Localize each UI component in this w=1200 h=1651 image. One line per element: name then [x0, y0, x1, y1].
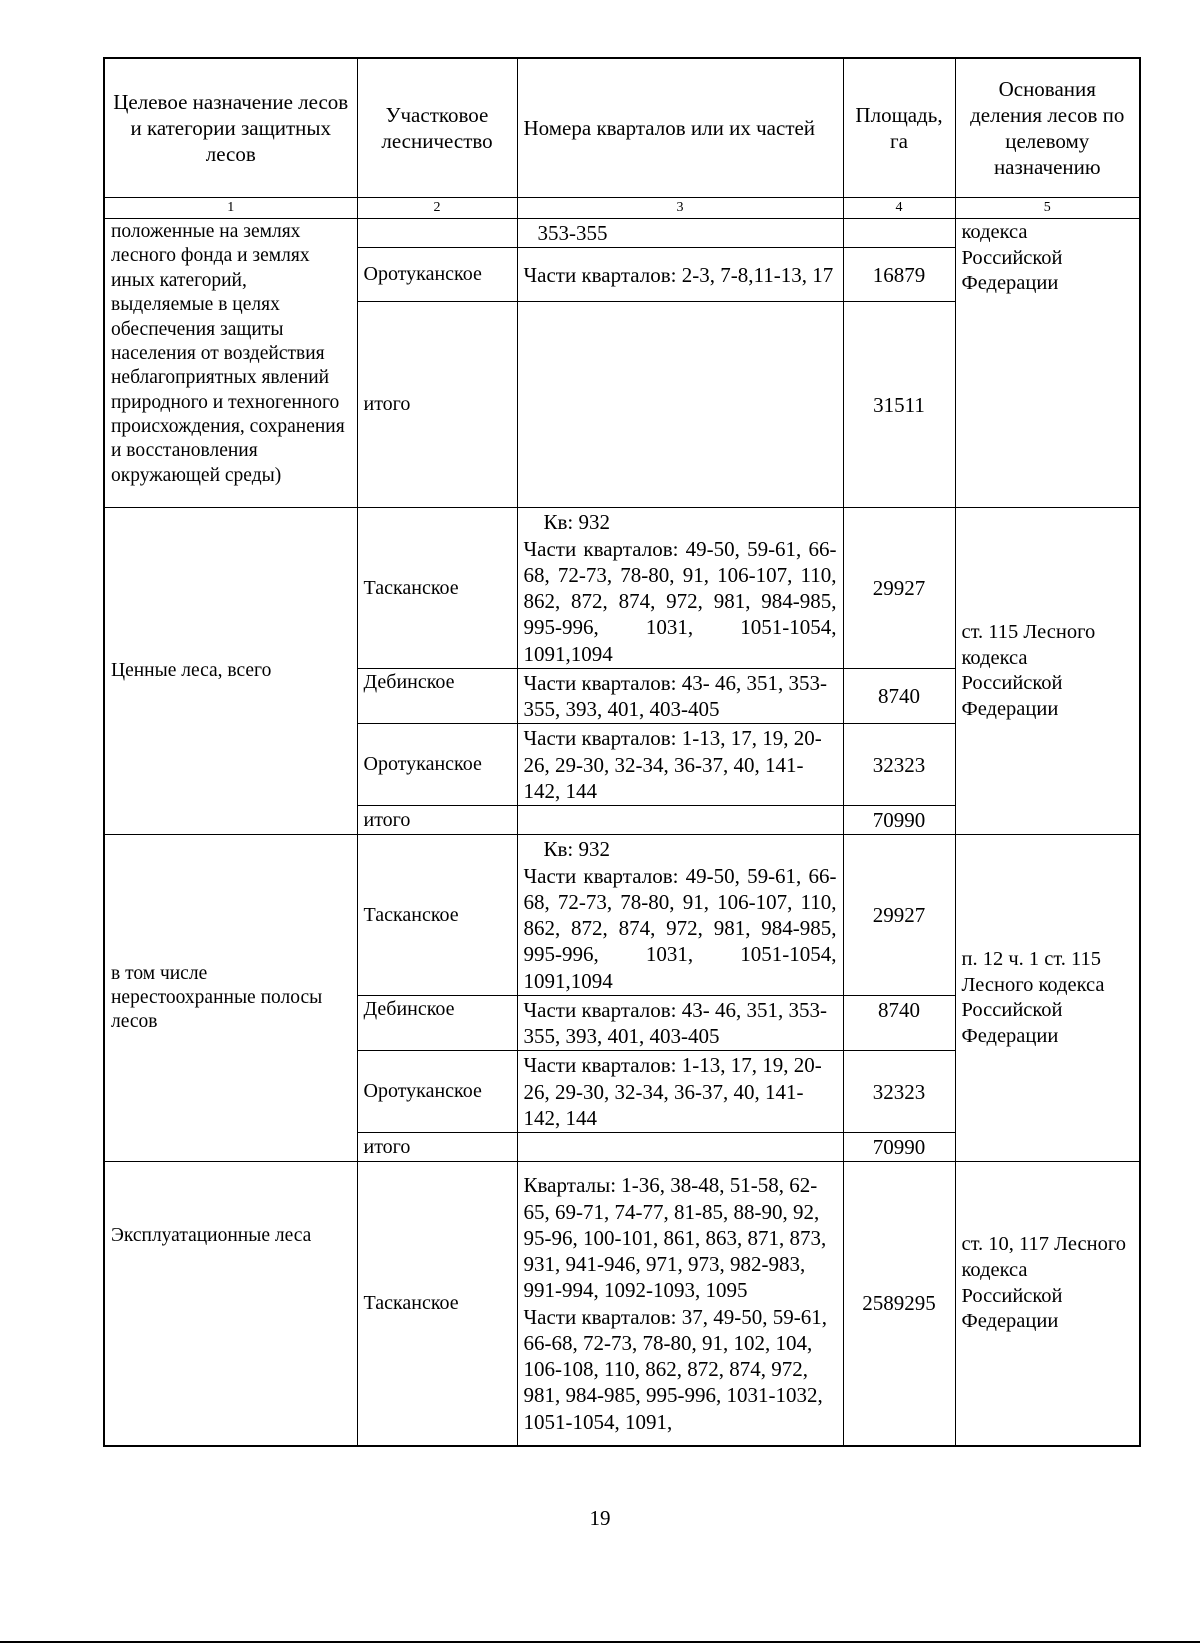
area-cell [843, 219, 955, 248]
table-row [104, 835, 1140, 996]
area-cell: 16879 [843, 248, 955, 302]
footer-rule [0, 1641, 1200, 1643]
quarters-cell: Части кварталов: 2-3, 7-8,11-13, 17 [517, 248, 843, 302]
category-cell: в том числе нерестоохранные полосы лесов [104, 835, 357, 1162]
category-cell: положенные на землях лесного фонда и землях иных категорий, выделяемые в целях обеспечения защиты населения от воздействия неблагоприятных явлений природного и техногенного происхождения, сохранения и восстановления окружающей среды) [104, 219, 357, 508]
basis-cell: кодекса Российской Федерации [955, 219, 1140, 508]
column-number: 5 [955, 198, 1140, 219]
total-area: 70990 [843, 806, 955, 835]
forestry-cell: Тасканское [357, 1162, 517, 1446]
category-text: Эксплуатационные леса [111, 1224, 312, 1246]
category-cell [104, 1162, 357, 1446]
column-number: 1 [104, 198, 357, 219]
area-cell: 29927 [843, 508, 955, 669]
table-header-row [104, 58, 1140, 198]
quarters-cell [517, 1133, 843, 1162]
header-forestry: Участковое лесничество [357, 58, 517, 198]
area-cell: 8740 [843, 995, 955, 1051]
quarters-cell [517, 1162, 843, 1446]
category-cell: Ценные леса, всего [104, 508, 357, 835]
area-cell: 8740 [843, 668, 955, 724]
forestry-cell: Оротуканское [357, 248, 517, 302]
table-row [104, 508, 1140, 669]
quarters-title: Кв: 932 [543, 837, 611, 862]
column-number: 4 [843, 198, 955, 219]
header-quarters: Номера кварталов или их частей [517, 58, 843, 198]
area-cell: 2589295 [843, 1162, 955, 1446]
forestry-cell: Оротуканское [357, 724, 517, 806]
total-label: итого [357, 1133, 517, 1162]
quarters-cell: Части кварталов: 1-13, 17, 19, 20-26, 29-30, 32-34, 36-37, 40, 141-142, 144 [517, 724, 843, 806]
page-number: 19 [589, 1506, 611, 1530]
forestry-cell [357, 219, 517, 248]
area-cell: 29927 [843, 835, 955, 996]
quarters-title: Кварталы: 1-36, 38-48, 51-58, 62-65, 69-71, 74-77, 81-85, 88-90, 92, 95-96, 100-101, 861, 863, 871, 873, 931, 941-946, 971, 973, 982-983, 991-994, 1092-1093, 1095 [523, 1173, 827, 1303]
forestry-cell: Тасканское [357, 508, 517, 669]
quarters-cell [517, 835, 843, 996]
forestry-cell: Тасканское [357, 835, 517, 996]
quarters-cell [517, 302, 843, 508]
table-row [104, 219, 1140, 248]
forest-purpose-table [103, 57, 1141, 1447]
quarters-text: Части кварталов: 49-50, 59-61, 66-68, 72-73, 78-80, 91, 106-107, 110, 862, 872, 874, 972, 981, 984-985, 995-996, 1031, 1051-1054, 1091,1094 [523, 536, 837, 666]
area-cell: 32323 [843, 1051, 955, 1133]
forestry-cell: Дебинское [357, 995, 517, 1051]
column-number: 3 [517, 198, 843, 219]
quarters-cell: Части кварталов: 1-13, 17, 19, 20-26, 29-30, 32-34, 36-37, 40, 141-142, 144 [517, 1051, 843, 1133]
basis-text: ст. 10, 117 Лесного кодекса Российской Федерации [961, 1233, 1126, 1333]
header-area: Площадь, га [843, 58, 955, 198]
column-number-row [104, 198, 1140, 219]
quarters-cell: Части кварталов: 43- 46, 351, 353-355, 393, 401, 403-405 [517, 995, 843, 1051]
total-label: итого [357, 806, 517, 835]
total-area: 70990 [843, 1133, 955, 1162]
header-purpose: Целевое назначение лесов и категории защитных лесов [104, 58, 357, 198]
quarters-cell [517, 508, 843, 669]
table-row [104, 1162, 1140, 1446]
forestry-cell: Оротуканское [357, 1051, 517, 1133]
quarters-text: Части кварталов: 49-50, 59-61, 66-68, 72-73, 78-80, 91, 106-107, 110, 862, 872, 874, 972, 981, 984-985, 995-996, 1031, 1051-1054, 1091,1094 [523, 863, 837, 993]
basis-cell: п. 12 ч. 1 ст. 115 Лесного кодекса Российской Федерации [955, 835, 1140, 1162]
quarters-cell: 353-355 [517, 219, 843, 248]
basis-cell [955, 1162, 1140, 1446]
column-number: 2 [357, 198, 517, 219]
quarters-cell [517, 806, 843, 835]
area-cell: 32323 [843, 724, 955, 806]
total-label: итого [357, 302, 517, 508]
quarters-cell: Части кварталов: 43- 46, 351, 353-355, 393, 401, 403-405 [517, 668, 843, 724]
header-basis: Основания деления лесов по целевому назначению [955, 58, 1140, 198]
total-area: 31511 [843, 302, 955, 508]
forestry-cell: Дебинское [357, 668, 517, 724]
quarters-text: Части кварталов: 37, 49-50, 59-61, 66-68, 72-73, 78-80, 91, 102, 104, 106-108, 110, 862, 872, 874, 972, 981, 984-985, 995-996, 1031-1032, 1051-1054, 1091, [523, 1304, 827, 1434]
basis-cell: ст. 115 Лесного кодекса Российской Федерации [955, 508, 1140, 835]
quarters-title: Кв: 932 [543, 510, 611, 535]
